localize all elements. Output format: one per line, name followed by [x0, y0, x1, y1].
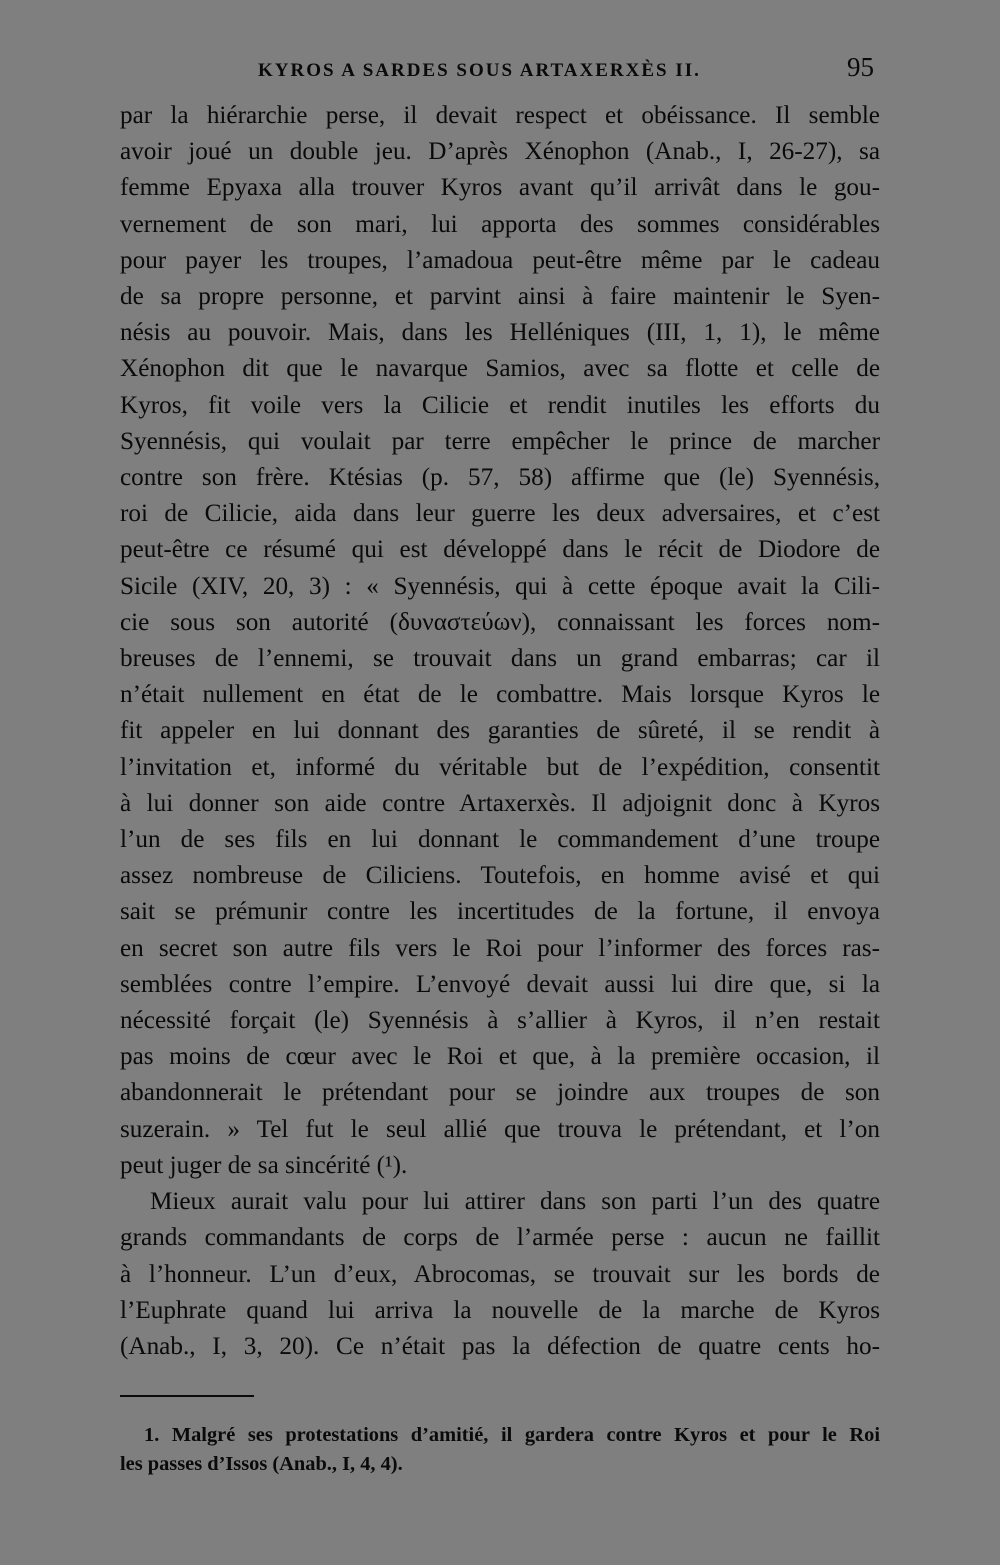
page-header	[120, 52, 880, 92]
book-page	[120, 52, 880, 1479]
text-line: sait se prémunir contre les incertitudes de la fortune, il envoya	[120, 898, 880, 926]
text-line: à lui donner son aide contre Artaxerxès. Il adjoignit donc à Kyros	[120, 789, 880, 817]
text-line: à l’honneur. L’un d’eux, Abrocomas, se trouvait sur les bords de	[120, 1260, 880, 1288]
text-line: Syennésis, qui voulait par terre empêcher le prince de marcher	[120, 427, 880, 455]
text-line: cie sous son autorité (δυναστεύων), connaissant les forces nom-	[120, 608, 880, 636]
text-line: peut-être ce résumé qui est développé dans le récit de Diodore de	[120, 536, 880, 564]
text-line: nésis au pouvoir. Mais, dans les Helléniques (III, 1, 1), le même	[120, 319, 880, 347]
text-line: l’Euphrate quand lui arriva la nouvelle de la marche de Kyros	[120, 1296, 880, 1324]
text-line: Mieux aurait valu pour lui attirer dans son parti l’un des quatre	[150, 1188, 880, 1216]
text-line: femme Epyaxa alla trouver Kyros avant qu’il arrivât dans le gou-	[120, 174, 880, 202]
text-line: Kyros, fit voile vers la Cilicie et rendit inutiles les efforts du	[120, 391, 880, 419]
text-line: roi de Cilicie, aida dans leur guerre les deux adversaires, et c’est	[120, 500, 880, 528]
text-line: de sa propre personne, et parvint ainsi à faire maintenir le Syen-	[120, 283, 880, 311]
footnotes	[120, 1421, 880, 1479]
text-line: breuses de l’ennemi, se trouvait dans un grand embarras; car il	[120, 645, 880, 673]
text-line: vernement de son mari, lui apporta des sommes considérables	[120, 210, 880, 238]
text-line: abandonnerait le prétendant pour se joindre aux troupes de son	[120, 1079, 880, 1107]
text-line: grands commandants de corps de l’armée perse : aucun ne faillit	[120, 1224, 880, 1252]
footnote-line: 1. Malgré ses protestations d’amitié, il gardera contre Kyros et pour le Roi	[144, 1424, 880, 1447]
text-line: assez nombreuse de Ciliciens. Toutefois, en homme avisé et qui	[120, 862, 880, 890]
text-line: Sicile (XIV, 20, 3) : « Syennésis, qui à cette époque avait la Cili-	[120, 572, 880, 600]
text-line: par la hiérarchie perse, il devait respect et obéissance. Il semble	[120, 102, 880, 129]
paragraph-1	[120, 98, 880, 1184]
text-line: semblées contre l’empire. L’envoyé devait aussi lui dire que, si la	[120, 970, 880, 998]
text-line: pas moins de cœur avec le Roi et que, à la première occasion, il	[120, 1043, 880, 1071]
text-line: Xénophon dit que le navarque Samios, avec sa flotte et celle de	[120, 355, 880, 383]
paragraph-2	[120, 1184, 880, 1365]
text-line: n’était nullement en état de le combattre. Mais lorsque Kyros le	[120, 681, 880, 709]
footnote-separator	[120, 1395, 254, 1397]
text-line: pour payer les troupes, l’amadoua peut-être même par le cadeau	[120, 246, 880, 274]
text-line: l’un de ses fils en lui donnant le commandement d’une troupe	[120, 826, 880, 854]
text-line: contre son frère. Ktésias (p. 57, 58) affirme que (le) Syennésis,	[120, 464, 880, 492]
text-line: nécessité forçait (le) Syennésis à s’allier à Kyros, il n’en restait	[120, 1007, 880, 1035]
text-line: (Anab., I, 3, 20). Ce n’était pas la défection de quatre cents ho-	[120, 1332, 880, 1360]
text-line: peut juger de sa sincérité (¹).	[120, 1151, 408, 1179]
main-text	[120, 98, 880, 1365]
text-line: avoir joué un double jeu. D’après Xénophon (Anab., I, 26-27), sa	[120, 138, 880, 166]
running-title: KYROS A SARDES SOUS ARTAXERXÈS II.	[258, 60, 701, 81]
page-number: 95	[847, 52, 874, 82]
text-line: fit appeler en lui donnant des garanties de sûreté, il se rendit à	[120, 717, 880, 745]
text-line: suzerain. » Tel fut le seul allié que trouva le prétendant, et l’on	[120, 1115, 880, 1143]
text-line: en secret son autre fils vers le Roi pour l’informer des forces ras-	[120, 934, 880, 962]
text-line: l’invitation et, informé du véritable but de l’expédition, consentit	[120, 753, 880, 781]
footnote-line: les passes d’Issos (Anab., I, 4, 4).	[120, 1453, 403, 1476]
